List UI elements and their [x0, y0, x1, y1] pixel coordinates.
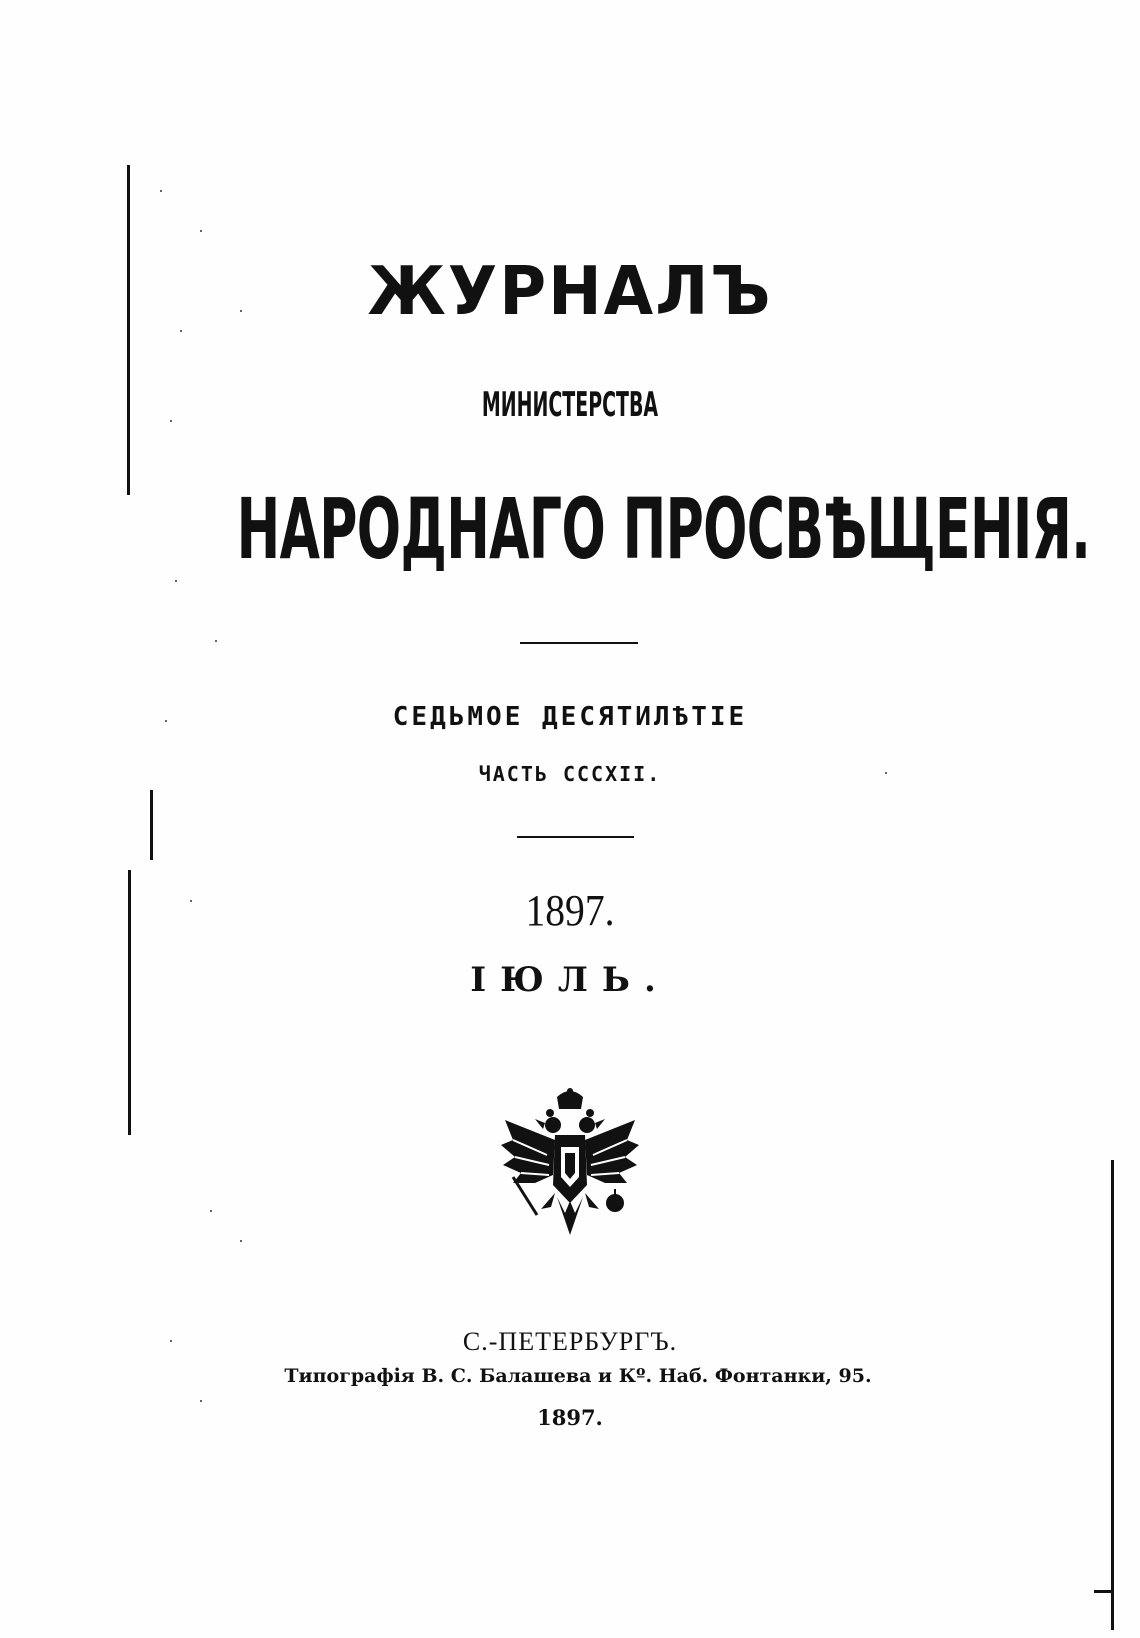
journal-subtitle-education: НАРОДНАГО ПРОСВѢЩЕНІЯ. [236, 480, 1091, 578]
speck [200, 1400, 202, 1402]
imprint-city: С.-ПЕТЕРБУРГЪ. [462, 1327, 678, 1356]
scan-edge-right [1111, 1160, 1114, 1630]
imprint-press: Типографія В. С. Балашева и Кº. Наб. Фонтанки, 95. [284, 1365, 872, 1387]
journal-subtitle-ministry: МИНИСТЕРСТВА [481, 385, 659, 425]
double-headed-eagle-icon [495, 1085, 645, 1245]
divider-rule [517, 836, 634, 838]
issue-month: ІЮЛЬ. [470, 960, 670, 1000]
scan-edge-left-mid [150, 790, 153, 860]
speck [170, 420, 172, 422]
decade-label: СЕДЬМОЕ ДЕСЯТИЛѢТІЕ [392, 702, 748, 732]
speck [175, 580, 177, 582]
part-label: ЧАСТЬ CCCXII. [478, 762, 662, 786]
scan-edge-right-corner [1094, 1590, 1112, 1593]
speck [200, 230, 202, 232]
divider-rule [520, 642, 638, 644]
journal-title: ЖУРНАЛЪ [367, 253, 773, 331]
speck [210, 1210, 212, 1212]
speck [160, 190, 162, 192]
issue-year: 1897. [525, 886, 615, 935]
speck [215, 640, 217, 642]
imprint-year: 1897. [537, 1405, 603, 1430]
speck [240, 1240, 242, 1242]
